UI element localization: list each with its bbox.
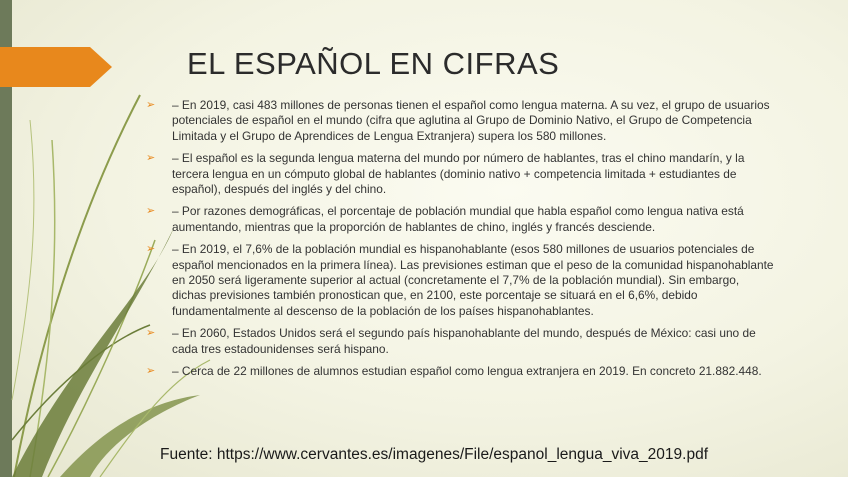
orange-right-arrow-icon: ➢	[146, 205, 156, 218]
leaf-stroke	[12, 120, 34, 400]
bullet-text: – El español es la segunda lengua materna del mundo por número de hablantes, tras el chino mandarín, y la tercera lengua en un cómputo global de hablantes (dominio nativo + competencia limitada + estudiantes de español), después del inglés y del chino.	[172, 151, 745, 197]
bullet-item	[146, 204, 776, 235]
orange-right-arrow-icon: ➢	[146, 152, 156, 165]
title-arrow-shape	[0, 47, 112, 87]
bullet-list	[146, 98, 776, 380]
bullet-item	[146, 326, 776, 357]
orange-right-arrow-icon: ➢	[146, 365, 156, 378]
orange-right-arrow-icon: ➢	[146, 243, 156, 256]
orange-right-arrow-icon: ➢	[146, 327, 156, 340]
bullet-text: – Cerca de 22 millones de alumnos estudian español como lengua extranjera en 2019. En concreto 21.882.448.	[172, 364, 762, 379]
bullet-item	[146, 364, 776, 379]
bullet-text: – En 2060, Estados Unidos será el segundo país hispanohablante del mundo, después de México: casi uno de cada tres estadounidenses será hispano.	[172, 326, 756, 356]
bullet-item	[146, 98, 776, 144]
bullet-text: – Por razones demográficas, el porcentaje de población mundial que habla español como lengua nativa está aumentando, mientras que la proporción de hablantes de chino, inglés y francés desciende.	[172, 204, 744, 234]
source-link-text: Fuente: https://www.cervantes.es/imagenes/File/espanol_lengua_viva_2019.pdf	[160, 446, 709, 463]
bullet-item	[146, 242, 776, 319]
orange-right-arrow-icon: ➢	[146, 99, 156, 111]
slide-title: EL ESPAÑOL EN CIFRAS	[187, 46, 560, 81]
bullet-text: – En 2019, casi 483 millones de personas tienen el español como lengua materna. A su vez, el grupo de usuarios potenciales de español en el mundo (cifra que aglutina al Grupo de Dominio Nativo, el Grupo de Competencia Limitada y el Grupo de Aprendices de Lengua Extranjera) supera los 580 millones.	[172, 98, 770, 143]
bullet-text: – En 2019, el 7,6% de la población mundial es hispanohablante (esos 580 millones de usuarios potenciales de español mencionados en la primera línea). Las previsiones estiman que el peso de la comunidad hispanohablante en 2050 será ligeramente superior al actual (concretamente el 7,7% de la población mundial). Sin embargo, dichas previsiones también pronostican que, en 2100, este porcentaje se situará en el 6,6%, debido fundamentalmente al descenso de la población de los países hispanohablantes.	[172, 242, 774, 318]
bullet-item	[146, 151, 776, 197]
